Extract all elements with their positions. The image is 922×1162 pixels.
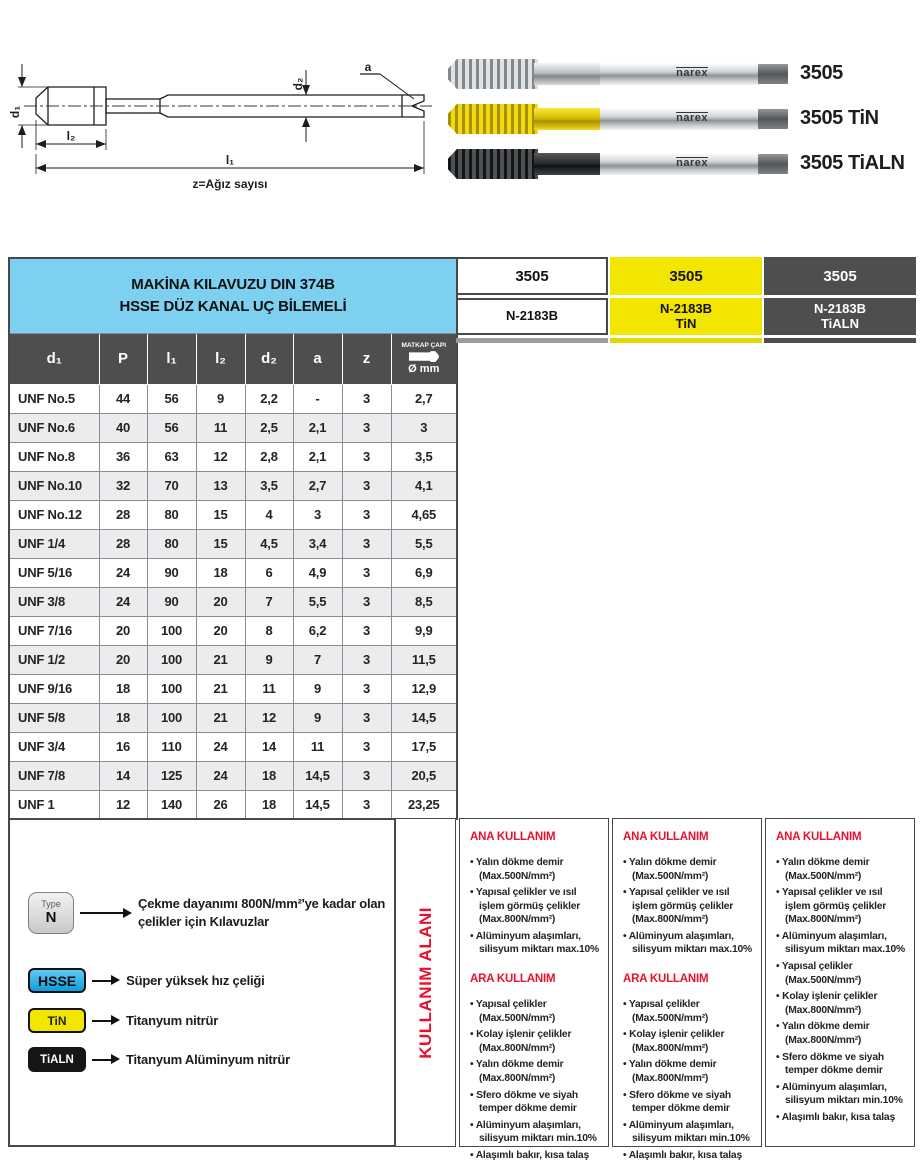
spec-value-cell: 9 bbox=[293, 703, 342, 732]
tap-thread bbox=[448, 59, 538, 89]
tap-neck bbox=[534, 108, 602, 130]
spec-value-cell: 14,5 bbox=[391, 703, 457, 732]
spec-value-cell: 12 bbox=[245, 703, 293, 732]
table-row bbox=[9, 616, 457, 645]
spec-value-cell: 13 bbox=[196, 471, 245, 500]
usage-column-tialn bbox=[765, 818, 915, 1147]
spec-value-cell: 20 bbox=[196, 587, 245, 616]
column-header-l2: l₂ bbox=[196, 333, 245, 384]
spec-value-cell: 18 bbox=[245, 790, 293, 819]
spec-value-cell: 90 bbox=[147, 558, 196, 587]
table-title bbox=[9, 258, 457, 333]
spec-value-cell: 3 bbox=[342, 471, 391, 500]
spec-value-cell: 100 bbox=[147, 645, 196, 674]
spec-value-cell: 2,7 bbox=[293, 471, 342, 500]
tap-photo-tin bbox=[448, 102, 788, 136]
usage-item: • Yapısal çelikler ve ısıl işlem görmüş çelikler (Max.800N/mm²) bbox=[623, 886, 755, 927]
spec-value-cell: 12,9 bbox=[391, 674, 457, 703]
variant-name-line1: N-2183B bbox=[813, 300, 867, 316]
usage-item: • Alüminyum alaşımları, silisyum miktarı max.10% bbox=[470, 930, 602, 957]
legend-item-hsse bbox=[28, 968, 265, 993]
spec-value-cell: 32 bbox=[99, 471, 147, 500]
spec-value-cell: 3 bbox=[342, 500, 391, 529]
tap-photo-plain bbox=[448, 57, 788, 91]
spec-value-cell: 40 bbox=[99, 413, 147, 442]
usage-item: • Yapısal çelikler ve ısıl işlem görmüş çelikler (Max.800N/mm²) bbox=[470, 886, 602, 927]
legend-item-type-n bbox=[28, 892, 388, 934]
usage-list bbox=[470, 998, 602, 1162]
spec-value-cell: 15 bbox=[196, 529, 245, 558]
usage-list bbox=[776, 856, 908, 1124]
thread-size-cell: UNF 1/2 bbox=[9, 645, 99, 674]
dimension-label-a: a bbox=[364, 60, 372, 74]
spec-value-cell: 11,5 bbox=[391, 645, 457, 674]
table-row bbox=[9, 384, 457, 413]
spec-value-cell: 2,7 bbox=[391, 384, 457, 413]
spec-value-cell: 28 bbox=[99, 500, 147, 529]
usage-item: • Yalın dökme demir (Max.500N/mm²) bbox=[470, 856, 602, 883]
tap-thread bbox=[448, 104, 538, 134]
spec-value-cell: 3 bbox=[342, 558, 391, 587]
table-row bbox=[9, 587, 457, 616]
usage-item: • Yapısal çelikler (Max.500N/mm²) bbox=[470, 998, 602, 1025]
thread-size-cell: UNF No.10 bbox=[9, 471, 99, 500]
usage-list bbox=[623, 856, 755, 957]
spec-value-cell: 26 bbox=[196, 790, 245, 819]
spec-value-cell: - bbox=[293, 384, 342, 413]
dimension-lines bbox=[18, 64, 424, 174]
product-row-3505-tialn bbox=[448, 147, 922, 183]
usage-list bbox=[470, 856, 602, 957]
variant-name-line2: TiN bbox=[675, 315, 697, 331]
dimension-label-d1: d₁ bbox=[8, 105, 22, 119]
spec-value-cell: 80 bbox=[147, 500, 196, 529]
usage-item: • Alaşımlı bakır, kısa talaş bbox=[470, 1149, 602, 1162]
spec-value-cell: 3 bbox=[342, 442, 391, 471]
arrow-right-icon bbox=[92, 1020, 112, 1022]
spec-value-cell: 80 bbox=[147, 529, 196, 558]
spec-value-cell: 7 bbox=[293, 645, 342, 674]
narex-logo: narex bbox=[676, 112, 708, 124]
spec-value-cell: 100 bbox=[147, 616, 196, 645]
usage-area-band bbox=[396, 818, 456, 1147]
spec-value-cell: 24 bbox=[99, 558, 147, 587]
spec-table bbox=[8, 257, 458, 820]
spec-value-cell: 125 bbox=[147, 761, 196, 790]
table-row bbox=[9, 413, 457, 442]
tap-thread bbox=[448, 149, 538, 179]
narex-logo: narex bbox=[676, 67, 708, 79]
spec-value-cell: 15 bbox=[196, 500, 245, 529]
spec-value-cell: 5,5 bbox=[293, 587, 342, 616]
usage-item: • Yalın dökme demir (Max.500N/mm²) bbox=[623, 856, 755, 883]
variant-code: 3505 bbox=[456, 257, 608, 295]
spec-value-cell: 20 bbox=[99, 616, 147, 645]
column-header-p: P bbox=[99, 333, 147, 384]
usage-item: • Sfero dökme ve siyah temper dökme demir bbox=[470, 1089, 602, 1116]
table-row bbox=[9, 500, 457, 529]
spec-value-cell: 18 bbox=[99, 703, 147, 732]
column-header-d1: d₁ bbox=[9, 333, 99, 384]
tin-badge: TiN bbox=[28, 1008, 86, 1033]
spec-value-cell: 16 bbox=[99, 732, 147, 761]
variant-headers bbox=[456, 257, 916, 343]
spec-value-cell: 24 bbox=[196, 761, 245, 790]
spec-value-cell: 6,9 bbox=[391, 558, 457, 587]
spec-value-cell: 6,2 bbox=[293, 616, 342, 645]
variant-code: 3505 bbox=[764, 257, 916, 295]
usage-item: • Yalın dökme demir (Max.800N/mm²) bbox=[470, 1058, 602, 1085]
spec-value-cell: 70 bbox=[147, 471, 196, 500]
legend-description: Titanyum Alüminyum nitrür bbox=[126, 1051, 291, 1067]
spec-value-cell: 9 bbox=[245, 645, 293, 674]
spec-value-cell: 20 bbox=[99, 645, 147, 674]
spec-value-cell: 3,5 bbox=[391, 442, 457, 471]
table-row bbox=[9, 674, 457, 703]
spec-value-cell: 18 bbox=[196, 558, 245, 587]
usage-item: • Alüminyum alaşımları, silisyum miktarı max.10% bbox=[776, 930, 908, 957]
legend-panel bbox=[8, 818, 396, 1147]
tialn-badge: TiALN bbox=[28, 1047, 86, 1072]
column-header-z: z bbox=[342, 333, 391, 384]
usage-item: • Alaşımlı bakır, kısa talaş bbox=[776, 1111, 908, 1125]
usage-item: • Kolay işlenir çelikler (Max.800N/mm²) bbox=[776, 990, 908, 1017]
spec-value-cell: 11 bbox=[293, 732, 342, 761]
spec-value-cell: 7 bbox=[245, 587, 293, 616]
product-label: 3505 TiN bbox=[800, 107, 879, 129]
spec-value-cell: 3 bbox=[342, 790, 391, 819]
spec-value-cell: 44 bbox=[99, 384, 147, 413]
usage-item: • Yalın dökme demir (Max.500N/mm²) bbox=[776, 856, 908, 883]
usage-item: • Alüminyum alaşımları, silisyum miktarı max.10% bbox=[623, 930, 755, 957]
spec-value-cell: 2,8 bbox=[245, 442, 293, 471]
dimension-label-d2: d₂ bbox=[291, 77, 305, 91]
spec-value-cell: 3 bbox=[342, 384, 391, 413]
variant-name-line1: N-2183B bbox=[659, 300, 713, 316]
usage-section-heading: ANA KULLANIM bbox=[776, 831, 862, 843]
thread-size-cell: UNF 3/8 bbox=[9, 587, 99, 616]
spec-value-cell: 23,25 bbox=[391, 790, 457, 819]
usage-item: • Alüminyum alaşımları, silisyum miktarı min.10% bbox=[470, 1119, 602, 1146]
table-row bbox=[9, 442, 457, 471]
spec-value-cell: 12 bbox=[99, 790, 147, 819]
product-row-3505-tin bbox=[448, 102, 922, 138]
variant-name-line1: N-2183B bbox=[505, 308, 559, 324]
spec-value-cell: 90 bbox=[147, 587, 196, 616]
tap-square-shank bbox=[758, 64, 788, 84]
variant-name bbox=[764, 298, 916, 335]
spec-value-cell: 2,5 bbox=[245, 413, 293, 442]
spec-value-cell: 14 bbox=[99, 761, 147, 790]
spec-value-cell: 21 bbox=[196, 674, 245, 703]
usage-item: • Sfero dökme ve siyah temper dökme demir bbox=[623, 1089, 755, 1116]
spec-value-cell: 100 bbox=[147, 703, 196, 732]
spec-value-cell: 9 bbox=[293, 674, 342, 703]
usage-section-heading: ARA KULLANIM bbox=[623, 973, 709, 986]
tap-photo-tialn bbox=[448, 147, 788, 181]
bottom-section bbox=[8, 818, 916, 1161]
table-row bbox=[9, 732, 457, 761]
spec-value-cell: 17,5 bbox=[391, 732, 457, 761]
spec-value-cell: 100 bbox=[147, 674, 196, 703]
usage-section-heading: ANA KULLANIM bbox=[470, 831, 556, 843]
spec-value-cell: 3 bbox=[342, 761, 391, 790]
spec-value-cell: 4,9 bbox=[293, 558, 342, 587]
variant-header-plain bbox=[456, 257, 608, 343]
spec-value-cell: 11 bbox=[196, 413, 245, 442]
spec-value-cell: 3 bbox=[391, 413, 457, 442]
usage-section-heading: ANA KULLANIM bbox=[623, 831, 709, 843]
tap-neck bbox=[534, 63, 602, 85]
spec-value-cell: 28 bbox=[99, 529, 147, 558]
spec-value-cell: 24 bbox=[196, 732, 245, 761]
table-row bbox=[9, 529, 457, 558]
variant-accent-strip bbox=[764, 338, 916, 343]
usage-item: • Alüminyum alaşımları, silisyum miktarı min.10% bbox=[776, 1081, 908, 1108]
dimension-label-l1: l₁ bbox=[225, 153, 235, 167]
tap-neck bbox=[534, 153, 602, 175]
usage-item: • Kolay işlenir çelikler (Max.800N/mm²) bbox=[470, 1028, 602, 1055]
spec-value-cell: 3 bbox=[342, 413, 391, 442]
spec-value-cell: 20,5 bbox=[391, 761, 457, 790]
product-label: 3505 bbox=[800, 62, 843, 84]
spec-value-cell: 14,5 bbox=[293, 761, 342, 790]
spec-value-cell: 2,1 bbox=[293, 442, 342, 471]
variant-header-tialn bbox=[764, 257, 916, 343]
legend-item-tialn bbox=[28, 1047, 290, 1072]
thread-size-cell: UNF 1 bbox=[9, 790, 99, 819]
type-n-badge-caption: Type bbox=[41, 899, 61, 910]
usage-section-heading: ARA KULLANIM bbox=[470, 973, 556, 986]
usage-column-plain bbox=[459, 818, 609, 1161]
tap-square-shank bbox=[758, 109, 788, 129]
usage-item: • Yapısal çelikler (Max.500N/mm²) bbox=[776, 960, 908, 987]
spec-value-cell: 21 bbox=[196, 703, 245, 732]
spec-value-cell: 14 bbox=[245, 732, 293, 761]
column-header-drill-diameter bbox=[391, 333, 457, 384]
spec-value-cell: 18 bbox=[99, 674, 147, 703]
column-header-a: a bbox=[293, 333, 342, 384]
spec-value-cell: 3 bbox=[342, 645, 391, 674]
spec-value-cell: 4,1 bbox=[391, 471, 457, 500]
spec-value-cell: 11 bbox=[245, 674, 293, 703]
thread-size-cell: UNF 5/8 bbox=[9, 703, 99, 732]
thread-size-cell: UNF 7/16 bbox=[9, 616, 99, 645]
table-row bbox=[9, 761, 457, 790]
spec-value-cell: 56 bbox=[147, 413, 196, 442]
table-title-line1: MAKİNA KILAVUZU DIN 374B bbox=[131, 276, 335, 293]
usage-list bbox=[623, 998, 755, 1162]
thread-size-cell: UNF No.12 bbox=[9, 500, 99, 529]
spec-value-cell: 9 bbox=[196, 384, 245, 413]
spec-value-cell: 2,2 bbox=[245, 384, 293, 413]
spec-table-body bbox=[9, 384, 457, 819]
arrow-right-icon bbox=[92, 1059, 112, 1061]
drill-header-unit: Ø mm bbox=[408, 363, 440, 376]
usage-item: • Yapısal çelikler (Max.500N/mm²) bbox=[623, 998, 755, 1025]
usage-item: • Kolay işlenir çelikler (Max.800N/mm²) bbox=[623, 1028, 755, 1055]
product-row-3505 bbox=[448, 57, 922, 93]
spec-value-cell: 3 bbox=[342, 587, 391, 616]
spec-value-cell: 3,5 bbox=[245, 471, 293, 500]
column-header-d2: d₂ bbox=[245, 333, 293, 384]
spec-value-cell: 3 bbox=[342, 616, 391, 645]
spec-value-cell: 3 bbox=[293, 500, 342, 529]
spec-value-cell: 18 bbox=[245, 761, 293, 790]
spec-value-cell: 6 bbox=[245, 558, 293, 587]
thread-size-cell: UNF 5/16 bbox=[9, 558, 99, 587]
spec-value-cell: 24 bbox=[99, 587, 147, 616]
spec-value-cell: 3,4 bbox=[293, 529, 342, 558]
legend-description: Süper yüksek hız çeliği bbox=[126, 972, 265, 988]
spec-value-cell: 4,65 bbox=[391, 500, 457, 529]
spec-value-cell: 56 bbox=[147, 384, 196, 413]
tap-square-shank bbox=[758, 154, 788, 174]
legend-description: Çekme dayanımı 800N/mm²'ye kadar olan çelikler için Kılavuzlar bbox=[138, 896, 386, 929]
variant-accent-strip bbox=[610, 338, 762, 343]
thread-size-cell: UNF No.8 bbox=[9, 442, 99, 471]
table-row bbox=[9, 558, 457, 587]
variant-name bbox=[456, 298, 608, 335]
flute-count-note: z=Ağız sayısı bbox=[192, 177, 268, 191]
drill-bit-icon bbox=[409, 351, 439, 362]
column-header-l1: l₁ bbox=[147, 333, 196, 384]
usage-item: • Sfero dökme ve siyah temper dökme demir bbox=[776, 1051, 908, 1078]
thread-size-cell: UNF 3/4 bbox=[9, 732, 99, 761]
hsse-badge: HSSE bbox=[28, 968, 86, 993]
technical-drawing bbox=[8, 46, 440, 204]
type-n-badge bbox=[28, 892, 74, 934]
table-row bbox=[9, 471, 457, 500]
type-n-badge-letter: N bbox=[45, 908, 57, 926]
dimension-label-l2: l₂ bbox=[66, 129, 76, 143]
spec-value-cell: 140 bbox=[147, 790, 196, 819]
narex-logo: narex bbox=[676, 157, 708, 169]
product-photos bbox=[448, 57, 922, 207]
spec-value-cell: 4 bbox=[245, 500, 293, 529]
table-row bbox=[9, 703, 457, 732]
usage-area-band-label: KULLANIM ALANI bbox=[415, 906, 435, 1059]
arrow-right-icon bbox=[92, 980, 112, 982]
spec-value-cell: 12 bbox=[196, 442, 245, 471]
usage-column-tin bbox=[612, 818, 762, 1161]
legend-item-tin bbox=[28, 1008, 218, 1033]
variant-name-line2: TiALN bbox=[820, 315, 860, 331]
spec-value-cell: 2,1 bbox=[293, 413, 342, 442]
spec-value-cell: 4,5 bbox=[245, 529, 293, 558]
spec-value-cell: 3 bbox=[342, 732, 391, 761]
usage-item: • Yapısal çelikler ve ısıl işlem görmüş çelikler (Max.800N/mm²) bbox=[776, 886, 908, 927]
thread-size-cell: UNF No.5 bbox=[9, 384, 99, 413]
usage-item: • Alüminyum alaşımları, silisyum miktarı min.10% bbox=[623, 1119, 755, 1146]
variant-code: 3505 bbox=[610, 257, 762, 295]
spec-value-cell: 36 bbox=[99, 442, 147, 471]
usage-item: • Alaşımlı bakır, kısa talaş bbox=[623, 1149, 755, 1162]
thread-size-cell: UNF 7/8 bbox=[9, 761, 99, 790]
spec-value-cell: 3 bbox=[342, 674, 391, 703]
spec-value-cell: 14,5 bbox=[293, 790, 342, 819]
column-header-row bbox=[9, 333, 457, 384]
product-label: 3505 TiALN bbox=[800, 152, 905, 174]
spec-value-cell: 110 bbox=[147, 732, 196, 761]
variant-header-tin bbox=[610, 257, 762, 343]
table-row bbox=[9, 645, 457, 674]
spec-value-cell: 8 bbox=[245, 616, 293, 645]
variant-accent-strip bbox=[456, 338, 608, 343]
legend-description: Titanyum nitrür bbox=[126, 1012, 219, 1028]
drill-header-caption: MATKAP ÇAPI bbox=[401, 341, 447, 349]
spec-value-cell: 5,5 bbox=[391, 529, 457, 558]
spec-value-cell: 3 bbox=[342, 703, 391, 732]
variant-name bbox=[610, 298, 762, 335]
table-title-line2: HSSE DÜZ KANAL UÇ BİLEMELİ bbox=[119, 297, 347, 315]
usage-item: • Yalın dökme demir (Max.800N/mm²) bbox=[623, 1058, 755, 1085]
usage-item: • Yalın dökme demir (Max.800N/mm²) bbox=[776, 1020, 908, 1047]
table-row bbox=[9, 790, 457, 819]
spec-value-cell: 3 bbox=[342, 529, 391, 558]
spec-value-cell: 8,5 bbox=[391, 587, 457, 616]
arrow-right-icon bbox=[80, 912, 124, 914]
thread-size-cell: UNF 9/16 bbox=[9, 674, 99, 703]
spec-value-cell: 63 bbox=[147, 442, 196, 471]
thread-size-cell: UNF 1/4 bbox=[9, 529, 99, 558]
spec-value-cell: 21 bbox=[196, 645, 245, 674]
spec-value-cell: 9,9 bbox=[391, 616, 457, 645]
thread-size-cell: UNF No.6 bbox=[9, 413, 99, 442]
spec-value-cell: 20 bbox=[196, 616, 245, 645]
